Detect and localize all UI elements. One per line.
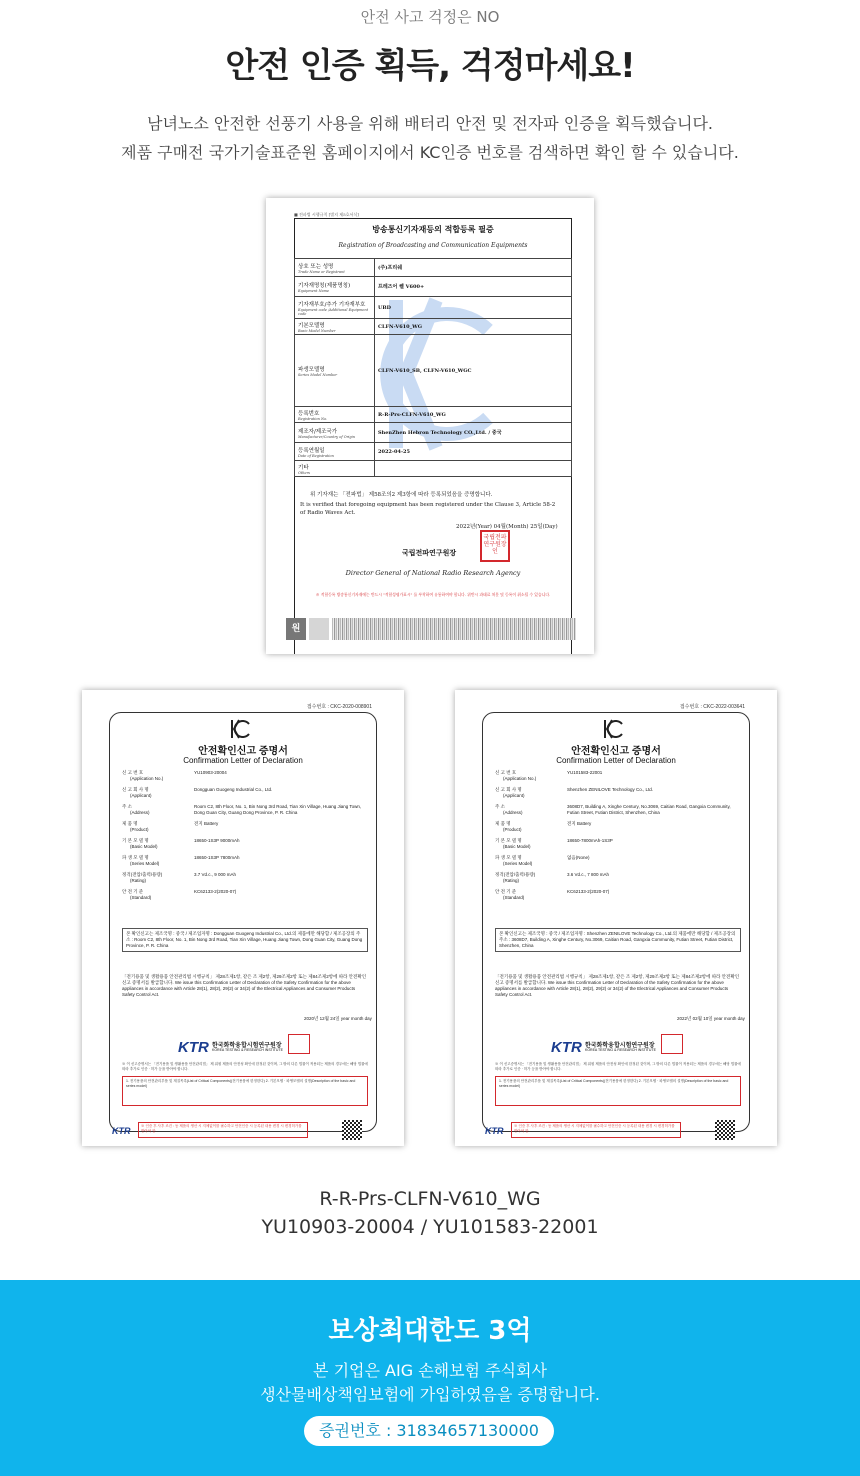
footer-logo-2	[309, 618, 329, 640]
field-label	[495, 838, 567, 850]
certificate-title-en: Confirmation Letter of Declaration	[183, 756, 303, 765]
certificate-title-ko: 안전확인신고 증명서	[571, 746, 661, 757]
field-label-en: (Application No.)	[503, 776, 537, 781]
page-headline: 안전 인증 획득, 걱정마세요!	[225, 46, 635, 86]
registration-row-label	[295, 423, 375, 443]
label-en: Series Model Number	[298, 372, 338, 377]
field-label	[122, 872, 194, 884]
field-value: 없음(None)	[567, 855, 590, 860]
registration-row-label	[295, 461, 375, 477]
certificate-note: ※ 이 신고증명서는 「전기용품 및 생활용품 안전관리법」 제 위원 제품의 안전성 확인에 한정된 것이며, 그 밖의 다른 법률이 적용되는 제품의 경우에는 해당 법률에 따라 추가로 인증 · 허가 등을 받아야 합니다.	[495, 1062, 741, 1071]
issue-date: 2020년 12월 24일 year month day	[304, 1016, 372, 1021]
label-en: Others	[298, 470, 311, 475]
field-value: YU101583-22001	[567, 770, 603, 775]
label-ko: 등록연월일	[298, 447, 325, 454]
receipt-number: 접수번호 : CKC-2020-008901	[306, 704, 372, 710]
field-label-en: (Address)	[130, 810, 150, 815]
receipt-number: 접수번호 : CKC-2022-003641	[679, 704, 745, 710]
label-en: Equipment Name	[298, 288, 330, 293]
certificate-title-en: Confirmation Letter of Declaration	[556, 756, 676, 765]
label-ko: 제조자/제조국가	[298, 428, 338, 435]
issue-statement: 「전기용품 및 생활용품 안전관리법 시행규칙」 제28조제1항, 같은 조 제2항, 제29조제2항 또는 제84조제2항에 따라 안전확인신고 증명서를 발급합니다. We issue this Confirmation Letter of Declaration of the Safety Confirmation for the above appliances in accordance with Article 28(1), 28(2), 29(2) or 34(2) of the Electrical Appliances and Consumer Products Safety Control Act.	[495, 974, 740, 997]
field-label-ko: 신 고 회 사 명	[495, 787, 522, 792]
field-value: KC62133-2(2020-07)	[567, 889, 610, 894]
registration-row	[295, 297, 572, 319]
field-label	[122, 889, 194, 901]
registration-row	[295, 461, 572, 477]
field-label-ko: 기 본 모 델 명	[495, 838, 522, 843]
certificate-title-ko: 안전확인신고 증명서	[198, 746, 288, 757]
label-ko: 기타	[298, 464, 309, 471]
field-label-ko: 신 고 번 호	[495, 770, 517, 775]
registration-row-label	[295, 319, 375, 335]
registration-row-value: (주)프리쉐	[375, 259, 572, 277]
ktr-name: 한국화학융합시험연구원장	[212, 1043, 282, 1049]
field-label	[495, 889, 567, 901]
field-label	[122, 770, 194, 782]
official-seal	[661, 1034, 683, 1054]
field-label-en: (Applicant)	[130, 793, 152, 798]
insurance-banner	[0, 1280, 860, 1476]
registration-row	[295, 277, 572, 297]
attachment-box: 1. 전기용품의 안전관리부품 및 재질목록(List of Critical Components)(전기용품에 한정한다) 2. 기본모델 · 파생모델의 설명(Description of the basic and series model)	[122, 1076, 368, 1106]
declaration-field	[495, 889, 740, 901]
registration-row	[295, 443, 572, 461]
official-seal	[288, 1034, 310, 1054]
registration-row-value: CLFN-V610_SB, CLFN-V610_WGC	[375, 335, 572, 407]
registration-row-value: 프레즈어 쎌 V600+	[375, 277, 572, 297]
registration-number: R-R-Prs-CLFN-V610_WG	[319, 1188, 541, 1210]
certificate-title-en: Registration of Broadcasting and Communication Equipments	[338, 242, 528, 249]
field-value: Room C2, 8th Floor, No. 1, Bin Nong 3rd Road, Tian Xin Village, Huang Jiang Town, Dong Guan City, Guang Dong Province, P. R. China	[194, 804, 362, 815]
official-seal: 국립전파연구원장인	[480, 530, 510, 562]
field-label-en: (Basic Model)	[503, 844, 531, 849]
field-value: Shenzhen ZENILOVE Technology Co., Ltd.	[567, 787, 653, 792]
declaration-field	[122, 889, 367, 901]
label-ko: 기본모델명	[298, 322, 325, 329]
field-label-ko: 정격(전압/출력/용량)	[495, 872, 536, 877]
registration-row-label	[295, 407, 375, 423]
form-number: ■ 전파법 시행규칙 [별지 제5호서식]	[294, 212, 359, 217]
declaration-field	[122, 804, 367, 816]
registration-row	[295, 259, 572, 277]
label-ko: 파생모델명	[298, 366, 325, 373]
qr-code-icon	[342, 1120, 362, 1140]
field-label	[495, 804, 567, 816]
label-en: Trade Name or Registrant	[298, 269, 345, 274]
field-label-ko: 안 전 기 준	[495, 889, 517, 894]
field-label-en: (Standard)	[130, 895, 152, 900]
label-en: Manufacturer/Country of Origin	[298, 434, 356, 439]
agency-name-en: Director General of National Radio Research Agency	[345, 569, 521, 577]
field-label-ko: 안 전 기 준	[122, 889, 144, 894]
registration-row-value: CLFN-V610_WG	[375, 319, 572, 335]
qr-code-icon	[715, 1120, 735, 1140]
field-label-ko: 제 품 명	[122, 821, 138, 826]
ktr-subtitle: KOREA TESTING & RESEARCH INSTITUTE	[585, 1048, 656, 1052]
field-value: 18650-1S3P 7800mAh	[194, 855, 240, 860]
ktr-logo: KTR	[551, 1039, 582, 1056]
declaration-field	[495, 787, 740, 799]
footer-logo: 원	[286, 618, 306, 640]
label-en: Basic Model Number	[298, 328, 336, 333]
field-value: 3.7 Vd.c., 9 000 mAh	[194, 872, 237, 877]
ktr-bottom-logo: KTR	[112, 1126, 131, 1136]
condition-note: ※ 인증 후 사후 조건 : 동 제품의 생산 시 지체없이를 필수하고 안전인증 시 등록된 내용 변경 시 변경허가를 받아야 함.	[138, 1122, 308, 1138]
declaration-field	[122, 787, 367, 799]
declaration-certificate-1	[82, 690, 404, 1146]
registration-certificate	[266, 198, 594, 654]
statement-en: It is verified that foregoing equipment has been registered under the Clause 3, Article 58-2 of Radio Waves Act.	[300, 502, 556, 516]
kc-mark-icon	[229, 718, 251, 740]
field-value: 3608D7, Building A, Xinghe Century, No.3069, Caitian Road, Gangxia Community, Futian Street, Futian District, Shenzhen, China	[567, 804, 731, 815]
field-label-en: (Applicant)	[503, 793, 525, 798]
issue-date: 2022년(Year) 04월(Month) 25일(Day)	[456, 524, 558, 530]
label-en: Equipment code /Additional Equipment code	[298, 307, 369, 316]
field-value: Dongguan Guogeng Industrial Co., Ltd.	[194, 787, 273, 792]
kc-mark-icon	[602, 718, 624, 740]
declaration-fields	[122, 770, 367, 906]
label-en: Date of Registration	[298, 453, 334, 458]
label-ko: 상호 또는 성명	[298, 263, 334, 270]
field-label	[122, 804, 194, 816]
manufacturer-box: 본 확인신고는 제조국명 : 중국 / 제조업자명 : Shenzhen ZENILOVE Technology Co., Ltd.의 제품에만 해당함 / 제조공장의 주소 : 3608D7, Building A, Xinghe Century, No.3069, Caitian Road, Gangxia Community, Futian Street, Futian District, Shenzhen, China	[495, 928, 741, 952]
field-label	[495, 872, 567, 884]
field-label-ko: 주 소	[122, 804, 132, 809]
registration-table	[294, 258, 572, 477]
footer-security-pattern	[332, 618, 576, 640]
issue-statement: 「전기용품 및 생활용품 안전관리법 시행규칙」 제28조제1항, 같은 조 제2항, 제29조제2항 또는 제84조제2항에 따라 안전확인신고 증명서를 발급합니다. We issue this Confirmation Letter of Declaration of the Safety Confirmation for the above appliances in accordance with Article 28(1), 28(2), 29(2) or 34(2) of the Electrical Appliances and Consumer Products Safety Control Act.	[122, 974, 367, 997]
ktr-bottom-logo: KTR	[485, 1126, 504, 1136]
certificate-title-ko: 방송통신기자재등의 적합등록 필증	[372, 224, 494, 234]
field-label	[122, 821, 194, 833]
registration-row	[295, 407, 572, 423]
declaration-numbers: YU10903-20004 / YU101583-22001	[261, 1216, 599, 1238]
manufacturer-box: 본 확인신고는 제조국명 : 중국 / 제조업자명 : Dongguan Guogeng Industrial Co., Ltd.의 제품에만 해당함 / 제조공장의 주소 : Room C2, 8th Floor, No. 1, Bin Nong 3rd Road, Tian Xin Village, Huang Jiang Town, Dong Guan City, Guang Dong Province, P. R. China	[122, 928, 368, 952]
declaration-field	[122, 770, 367, 782]
registration-row-value	[375, 461, 572, 477]
registration-row	[295, 423, 572, 443]
label-ko: 등록번호	[298, 410, 320, 417]
certificate-note: ※ 적합등록 방송통신기자재에는 반드시 "적합성평가표시" 를 부착하여 유통하여야 합니다. 위반시 과태료 처분 및 등록이 취소될 수 있습니다.	[315, 592, 551, 597]
declaration-field	[495, 872, 740, 884]
registration-row-value: R-R-Prs-CLFN-V610_WG	[375, 407, 572, 423]
registration-row-label	[295, 335, 375, 407]
field-label	[495, 821, 567, 833]
field-label-en: (Basic Model)	[130, 844, 158, 849]
declaration-field	[122, 855, 367, 867]
declaration-field	[122, 872, 367, 884]
field-label-en: (Application No.)	[130, 776, 164, 781]
field-label-ko: 신 고 번 호	[122, 770, 144, 775]
declaration-field	[495, 855, 740, 867]
registration-row-value: ShenZhen Hebron Technology CO.,Ltd. / 중국	[375, 423, 572, 443]
declaration-certificate-2	[455, 690, 777, 1146]
issue-date: 2022년 02월 10일 year month day	[677, 1016, 745, 1021]
registration-row-label	[295, 443, 375, 461]
attachment-box: 1. 전기용품의 안전관리부품 및 재질목록(List of Critical Components)(전기용품에 한정한다) 2. 기본모델 · 파생모델의 설명(Description of the basic and series model)	[495, 1076, 741, 1106]
registration-row	[295, 335, 572, 407]
kicker-text: 안전 사고 걱정은 NO	[360, 8, 500, 26]
statement-ko: 위 기자재는 「전파법」 제58조의2 제3항에 따라 등록되었음을 증명합니다.	[310, 492, 493, 498]
field-value: 18650-7800mAh-1S3P	[567, 838, 613, 843]
field-label	[122, 855, 194, 867]
field-label-en: (Standard)	[503, 895, 525, 900]
declaration-field	[122, 821, 367, 833]
field-label-en: (Product)	[130, 827, 149, 832]
field-label-en: (Series Model)	[503, 861, 533, 866]
field-label-en: (Rating)	[503, 878, 520, 883]
field-label-ko: 신 고 회 사 명	[122, 787, 149, 792]
registration-row-label	[295, 259, 375, 277]
banner-title: 보상최대한도 3억	[328, 1316, 532, 1346]
field-label-en: (Series Model)	[130, 861, 160, 866]
field-value: KC62133-2(2020-07)	[194, 889, 237, 894]
banner-line-2: 생산물배상책임보험에 가입하였음을 증명합니다.	[260, 1385, 600, 1404]
registration-row-value: UBD	[375, 297, 572, 319]
field-label-ko: 정격(전압/출력/용량)	[122, 872, 163, 877]
declaration-field	[122, 838, 367, 850]
field-label-ko: 파 생 모 델 명	[495, 855, 522, 860]
banner-line-1: 본 기업은 AIG 손해보험 주식회사	[313, 1361, 547, 1380]
ktr-subtitle: KOREA TESTING & RESEARCH INSTITUTE	[212, 1048, 283, 1052]
label-ko: 기자재명칭(제품명칭)	[298, 282, 351, 289]
field-label	[495, 855, 567, 867]
field-label	[122, 838, 194, 850]
field-label-ko: 파 생 모 델 명	[122, 855, 149, 860]
declaration-field	[495, 838, 740, 850]
registration-row-label	[295, 277, 375, 297]
label-en: Registration No.	[298, 416, 328, 421]
field-label	[495, 787, 567, 799]
field-label	[495, 770, 567, 782]
field-label-en: (Address)	[503, 810, 523, 815]
field-label-ko: 주 소	[495, 804, 505, 809]
policy-number-pill: 증권번호 : 31834657130000	[304, 1416, 554, 1446]
declaration-field	[495, 770, 740, 782]
field-label-en: (Rating)	[130, 878, 147, 883]
field-value: 18650-1S3P 9000mAh	[194, 838, 240, 843]
field-value: 전지 Battery	[194, 821, 219, 826]
certificate-note: ※ 이 신고증명서는 「전기용품 및 생활용품 안전관리법」 제 위원 제품의 안전성 확인에 한정된 것이며, 그 밖의 다른 법률이 적용되는 제품의 경우에는 해당 법률에 따라 추가로 인증 · 허가 등을 받아야 합니다.	[122, 1062, 368, 1071]
ktr-logo: KTR	[178, 1039, 209, 1056]
declaration-field	[495, 804, 740, 816]
description-line-1: 남녀노소 안전한 선풍기 사용을 위해 배터리 안전 및 전자파 인증을 획득했습니다.	[147, 114, 713, 133]
registration-row-label	[295, 297, 375, 319]
ktr-name: 한국화학융합시험연구원장	[585, 1043, 655, 1049]
label-ko: 기자재부호/추가 기자재부호	[298, 301, 366, 308]
declaration-fields	[495, 770, 740, 906]
field-value: YU10903-20004	[194, 770, 227, 775]
description-line-2: 제품 구매전 국가기술표준원 홈페이지에서 KC인증 번호를 검색하면 확인 할 수 있습니다.	[121, 143, 739, 162]
field-label-en: (Product)	[503, 827, 522, 832]
field-label	[122, 787, 194, 799]
field-value: 전지 Battery	[567, 821, 592, 826]
field-value: 3.6 Vd.c., 7 800 mAh	[567, 872, 610, 877]
certificate-footer	[286, 618, 576, 640]
declaration-field	[495, 821, 740, 833]
field-label-ko: 기 본 모 델 명	[122, 838, 149, 843]
agency-name-ko: 국립전파연구원장	[402, 548, 457, 557]
field-label-ko: 제 품 명	[495, 821, 511, 826]
condition-note: ※ 인증 후 사후 조건 : 동 제품의 생산 시 지체없이를 필수하고 안전인증 시 등록된 내용 변경 시 변경허가를 받아야 함.	[511, 1122, 681, 1138]
registration-row-value: 2022-04-25	[375, 443, 572, 461]
registration-row	[295, 319, 572, 335]
